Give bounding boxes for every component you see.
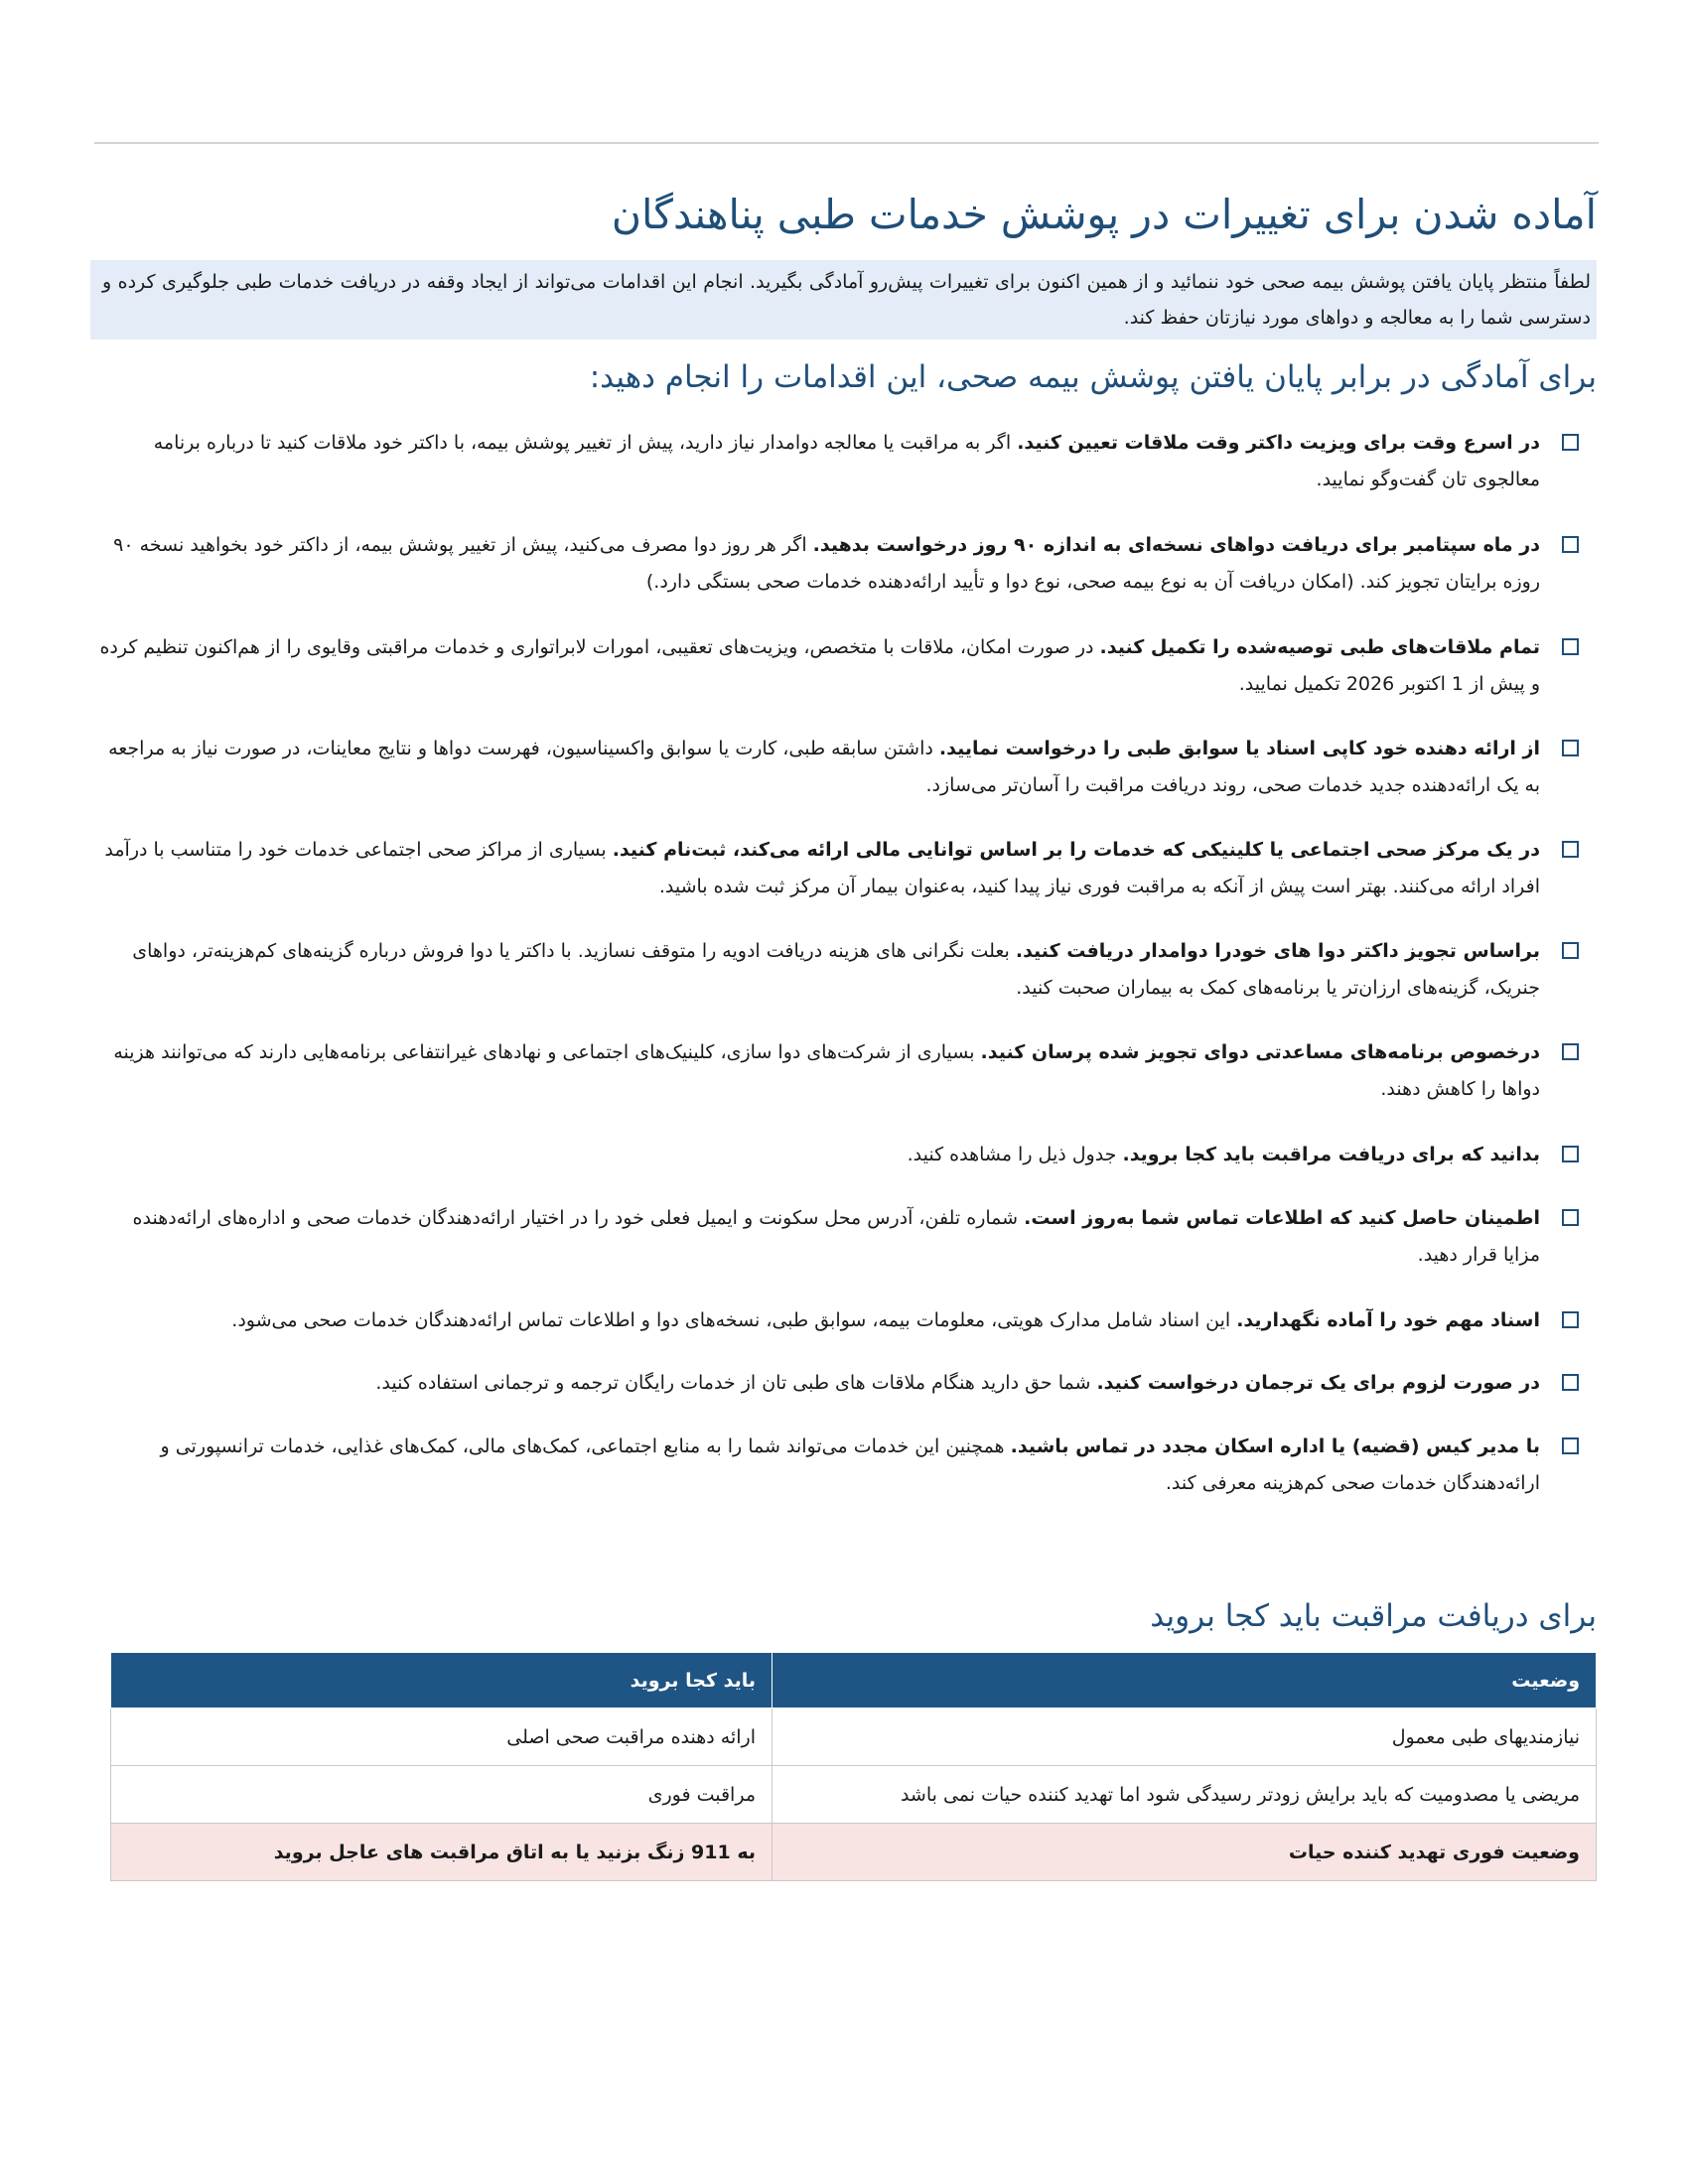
checklist-item-bold: از ارائه دهنده خود کاپی اسناد یا سوابق طبی را درخواست نمایید.	[938, 738, 1540, 759]
checklist-item-text	[99, 1200, 1540, 1274]
checkbox[interactable]	[1562, 1437, 1579, 1454]
checklist-item-detail: در صورت امکان، ملاقات با متخصص، ویزیت‌های تعقیبی، امورات لابراتواری و خدمات مراقبتی وقایوی را از هم‌اکنون تنظیم کرده و پیش از 1 اکتوبر 2026 تکمیل نمایید.	[99, 636, 1540, 695]
checkbox[interactable]	[1562, 1311, 1579, 1328]
table-header-row	[111, 1653, 1597, 1708]
checklist-item-detail: اگر هر روز دوا مصرف می‌کنید، پیش از تغییر پوشش بیمه، از داکتر خود بخواهید نسخه ۹۰ روزه برایتان تجویز کند. (امکان دریافت آن به نوع بیمه صحی، نوع دوا و تأیید ارائه‌دهنده خدمات صحی بستگی دارد.)	[113, 534, 1540, 593]
checklist-item-bold: بدانید که برای دریافت مراقبت باید کجا بروید.	[1122, 1144, 1540, 1165]
checkbox[interactable]	[1562, 1209, 1579, 1226]
checklist-item-bold: اسناد مهم خود را آماده نگهدارید.	[1236, 1309, 1540, 1331]
checklist-item-bold: اطمینان حاصل کنید که اطلاعات تماس شما به‌روز است.	[1024, 1207, 1540, 1229]
checklist-item	[99, 1137, 1579, 1173]
checklist-item	[99, 1429, 1579, 1502]
checklist-item-detail: بعلت نگرانی های هزینه دریافت ادویه را متوقف نسازید. با داکتر یا دوا فروش درباره گزینه‌های کم‌هزینه‌تر، دواهای جنریک، گزینه‌های ارزان‌تر یا برنامه‌های کمک به بیماران صحبت کنید.	[132, 940, 1540, 999]
checklist-item-bold: درخصوص برنامه‌های مساعدتی دوای تجویز شده پرسان کنید.	[980, 1041, 1540, 1063]
checklist-item-detail: داشتن سابقه طبی، کارت یا سوابق واکسیناسیون، فهرست دواها و نتایج معاینات، در صورت نیاز به مراجعه به یک ارائه‌دهنده جدید خدمات صحی، روند دریافت مراقبت را آسان‌تر می‌سازد.	[108, 738, 1540, 796]
checklist-item-text	[99, 1365, 1540, 1402]
table-cell-situation: نیازمندیهای طبی معمول	[773, 1708, 1597, 1766]
checklist-item-text	[99, 425, 1540, 498]
checklist-item	[99, 1365, 1579, 1402]
checklist-item-bold: در یک مرکز صحی اجتماعی یا کلینیکی که خدمات را بر اساس توانایی مالی ارائه می‌کند، ثبت‌نام کنید.	[612, 839, 1540, 861]
checkbox[interactable]	[1562, 740, 1579, 756]
page-title: آماده شدن برای تغییرات در پوشش خدمات طبی پناهندگان	[611, 191, 1597, 238]
care-table	[110, 1652, 1597, 1881]
checklist-item-detail: بسیاری از شرکت‌های دوا سازی، کلینیک‌های اجتماعی و نهادهای غیرانتفاعی برنامه‌هایی دارند که می‌توانند هزینه دواها را کاهش دهند.	[113, 1041, 1540, 1100]
checklist-item-bold: در اسرع وقت برای ویزیت داکتر وقت ملاقات تعیین کنید.	[1017, 432, 1540, 454]
checklist-item	[99, 1302, 1579, 1339]
checklist-item-text	[99, 1034, 1540, 1108]
checklist-item-bold: با مدیر کیس (قضیه) یا اداره اسکان مجدد در تماس باشید.	[1010, 1435, 1540, 1457]
checkbox[interactable]	[1562, 536, 1579, 553]
checklist-item-text	[99, 629, 1540, 703]
checklist-item-text	[99, 1137, 1540, 1173]
checklist-item	[99, 832, 1579, 905]
table-cell-situation: مریضی یا مصدومیت که باید برایش زودتر رسیدگی شود اما تهدید کننده حیات نمی باشد	[773, 1766, 1597, 1824]
checklist-item	[99, 731, 1579, 804]
where-heading: برای دریافت مراقبت باید کجا بروید	[1150, 1598, 1597, 1634]
checkbox[interactable]	[1562, 1146, 1579, 1162]
checklist-item	[99, 629, 1579, 703]
checklist-item-detail: بسیاری از مراکز صحی اجتماعی خدمات خود را متناسب با درآمد افراد ارائه می‌کنند. بهتر است پیش از آنکه به مراقبت فوری نیاز پیدا کنید، به‌عنوان بیمار آن مرکز ثبت شده باشید.	[104, 839, 1540, 897]
header-situation: وضعیت	[773, 1653, 1597, 1708]
checklist-item-text	[99, 731, 1540, 804]
checkbox[interactable]	[1562, 1043, 1579, 1060]
checkbox[interactable]	[1562, 1374, 1579, 1391]
checkbox[interactable]	[1562, 434, 1579, 451]
checklist-item-text	[99, 527, 1540, 601]
checklist-item-text	[99, 1429, 1540, 1502]
checklist-item-detail: شما حق دارید هنگام ملاقات های طبی تان از خدمات رایگان ترجمه و ترجمانی استفاده کنید.	[375, 1372, 1097, 1394]
checklist-item-bold: در ماه سپتامبر برای دریافت دواهای نسخه‌ای به اندازه ۹۰ روز درخواست بدهید.	[812, 534, 1540, 556]
table-cell-where: ارائه دهنده مراقبت صحی اصلی	[111, 1708, 773, 1766]
prep-heading: برای آمادگی در برابر پایان یافتن پوشش بیمه صحی، این اقدامات را انجام دهید:	[589, 359, 1597, 395]
checklist-item-bold: براساس تجویز داکتر دوا های خودرا دوامدار دریافت کنید.	[1015, 940, 1540, 962]
checklist-item-detail: این اسناد شامل مدارک هویتی، معلومات بیمه، سوابق طبی، نسخه‌های دوا و اطلاعات تماس ارائه‌دهندگان خدمات صحی می‌شود.	[231, 1309, 1237, 1331]
checklist-item-text	[99, 1302, 1540, 1339]
checklist-item	[99, 933, 1579, 1007]
table-row	[111, 1766, 1597, 1824]
checklist-item-bold: تمام ملاقات‌های طبی توصیه‌شده را تکمیل کنید.	[1099, 636, 1540, 658]
checklist-item-text	[99, 933, 1540, 1007]
checklist-item-detail: جدول ذیل را مشاهده کنید.	[907, 1144, 1123, 1165]
checklist-item-detail: شماره تلفن، آدرس محل سکونت و ایمیل فعلی خود را در اختیار ارائه‌دهندگان خدمات صحی و اداره‌های ارائه‌دهنده مزایا قرار دهید.	[132, 1207, 1540, 1266]
checklist-item	[99, 1200, 1579, 1274]
checklist-item-detail: اگر به مراقبت یا معالجه دوامدار نیاز دارید، پیش از تغییر پوشش بیمه، با داکتر خود ملاقات کنید تا درباره برنامه معالجوی تان گفت‌وگو نمایید.	[153, 432, 1540, 490]
checklist-item	[99, 527, 1579, 601]
checklist-item-detail: همچنین این خدمات می‌تواند شما را به منابع اجتماعی، کمک‌های مالی، کمک‌های غذایی، خدمات ترانسپورتی و ارائه‌دهندگان خدمات صحی کم‌هزینه معرفی کند.	[160, 1435, 1540, 1494]
checkbox[interactable]	[1562, 841, 1579, 858]
table-row	[111, 1708, 1597, 1766]
checkbox[interactable]	[1562, 638, 1579, 655]
table-row-emergency	[111, 1824, 1597, 1881]
table-cell-where: به 911 زنگ بزنید یا به اتاق مراقبت های عاجل بروید	[111, 1824, 773, 1881]
checklist-item	[99, 1034, 1579, 1108]
intro-box: لطفاً منتظر پایان یافتن پوشش بیمه صحی خود ننمائید و از همین اکنون برای تغییرات پیش‌رو آمادگی بگیرید. انجام این اقدامات می‌تواند از ایجاد وقفه در دریافت خدمات طبی جلوگیری کرده و دسترسی شما را به معالجه و دواهای مورد نیازتان حفظ کند.	[90, 260, 1597, 340]
checklist-item-text	[99, 832, 1540, 905]
checklist-item	[99, 425, 1579, 498]
header-where-to-go: باید کجا بروید	[111, 1653, 773, 1708]
checklist-item-bold: در صورت لزوم برای یک ترجمان درخواست کنید.	[1096, 1372, 1540, 1394]
table-cell-situation: وضعیت فوری تهدید کننده حیات	[773, 1824, 1597, 1881]
checkbox[interactable]	[1562, 942, 1579, 959]
table-cell-where: مراقبت فوری	[111, 1766, 773, 1824]
